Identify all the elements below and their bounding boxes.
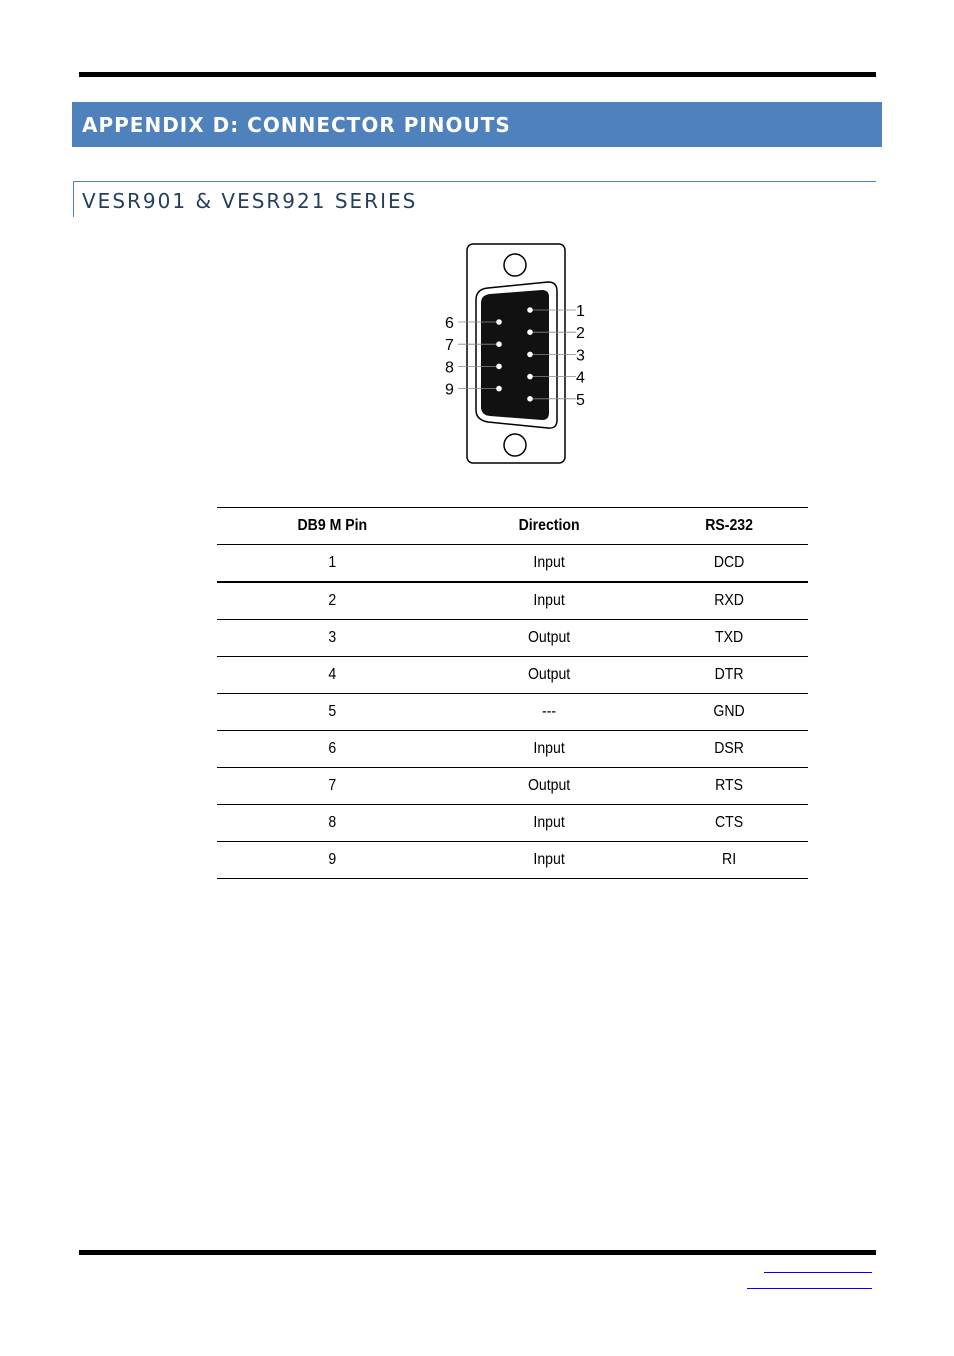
- signal-cell: GND: [659, 694, 798, 731]
- footer-link-underline[interactable]: [764, 1272, 872, 1273]
- pin-dot: [496, 364, 502, 370]
- pin-cell: 8: [231, 805, 434, 842]
- pin-cell: 7: [231, 768, 434, 805]
- db9-connector-diagram: [438, 240, 598, 468]
- section-heading: [73, 181, 876, 217]
- signal-cell: CTS: [659, 805, 798, 842]
- pin-label: 5: [576, 391, 585, 409]
- pin-label: 1: [576, 303, 585, 320]
- section-title: VESR901 & VESR921 SERIES: [82, 189, 418, 213]
- pin-label: 4: [576, 369, 585, 387]
- table-row: [217, 582, 808, 620]
- table-row: [217, 545, 808, 583]
- pin-dot: [527, 352, 533, 358]
- direction-cell: Input: [460, 805, 638, 842]
- direction-cell: Input: [460, 842, 638, 879]
- pin-cell: 3: [231, 620, 434, 657]
- pin-label: 6: [445, 315, 454, 332]
- header-db9-pin: DB9 M Pin: [231, 508, 434, 545]
- pin-dot: [527, 374, 533, 380]
- table-row: [217, 694, 808, 731]
- direction-cell: ---: [460, 694, 638, 731]
- table-row: [217, 842, 808, 879]
- pinout-table: [217, 507, 808, 879]
- direction-cell: Output: [460, 620, 638, 657]
- pin-dot: [527, 307, 533, 313]
- pin-dot: [527, 396, 533, 402]
- header-rs232: RS-232: [659, 508, 798, 545]
- mounting-hole-bottom: [504, 434, 526, 456]
- table-header-row: [217, 508, 808, 545]
- pin-cell: 5: [231, 694, 434, 731]
- table-row: [217, 657, 808, 694]
- direction-cell: Output: [460, 768, 638, 805]
- direction-cell: Input: [460, 545, 638, 583]
- table-row: [217, 620, 808, 657]
- pin-cell: 4: [231, 657, 434, 694]
- header-direction: Direction: [460, 508, 638, 545]
- footer-rule: [79, 1250, 876, 1255]
- signal-cell: DTR: [659, 657, 798, 694]
- appendix-title: APPENDIX D: CONNECTOR PINOUTS: [82, 112, 511, 137]
- signal-cell: DCD: [659, 545, 798, 583]
- signal-cell: TXD: [659, 620, 798, 657]
- signal-cell: DSR: [659, 731, 798, 768]
- signal-cell: RXD: [659, 582, 798, 620]
- pin-cell: 9: [231, 842, 434, 879]
- pin-dot: [527, 329, 533, 335]
- header-rule: [79, 72, 876, 77]
- direction-cell: Input: [460, 582, 638, 620]
- pin-cell: 6: [231, 731, 434, 768]
- table-row: [217, 731, 808, 768]
- pin-label: 8: [445, 359, 454, 377]
- appendix-heading-bar: [72, 102, 882, 147]
- pin-dot: [496, 341, 502, 347]
- pin-dot: [496, 386, 502, 392]
- direction-cell: Output: [460, 657, 638, 694]
- pin-label: 9: [445, 381, 454, 399]
- pin-cell: 2: [231, 582, 434, 620]
- pin-dot: [496, 319, 502, 325]
- pin-label: 7: [445, 337, 454, 355]
- table-row: [217, 768, 808, 805]
- signal-cell: RTS: [659, 768, 798, 805]
- pin-label: 2: [576, 325, 585, 343]
- mounting-hole-top: [504, 254, 526, 276]
- connector-insert: [481, 290, 549, 420]
- pin-cell: 1: [231, 545, 434, 583]
- pin-label: 3: [576, 347, 585, 365]
- footer-link-underline[interactable]: [747, 1288, 872, 1289]
- signal-cell: RI: [659, 842, 798, 879]
- table-row: [217, 805, 808, 842]
- direction-cell: Input: [460, 731, 638, 768]
